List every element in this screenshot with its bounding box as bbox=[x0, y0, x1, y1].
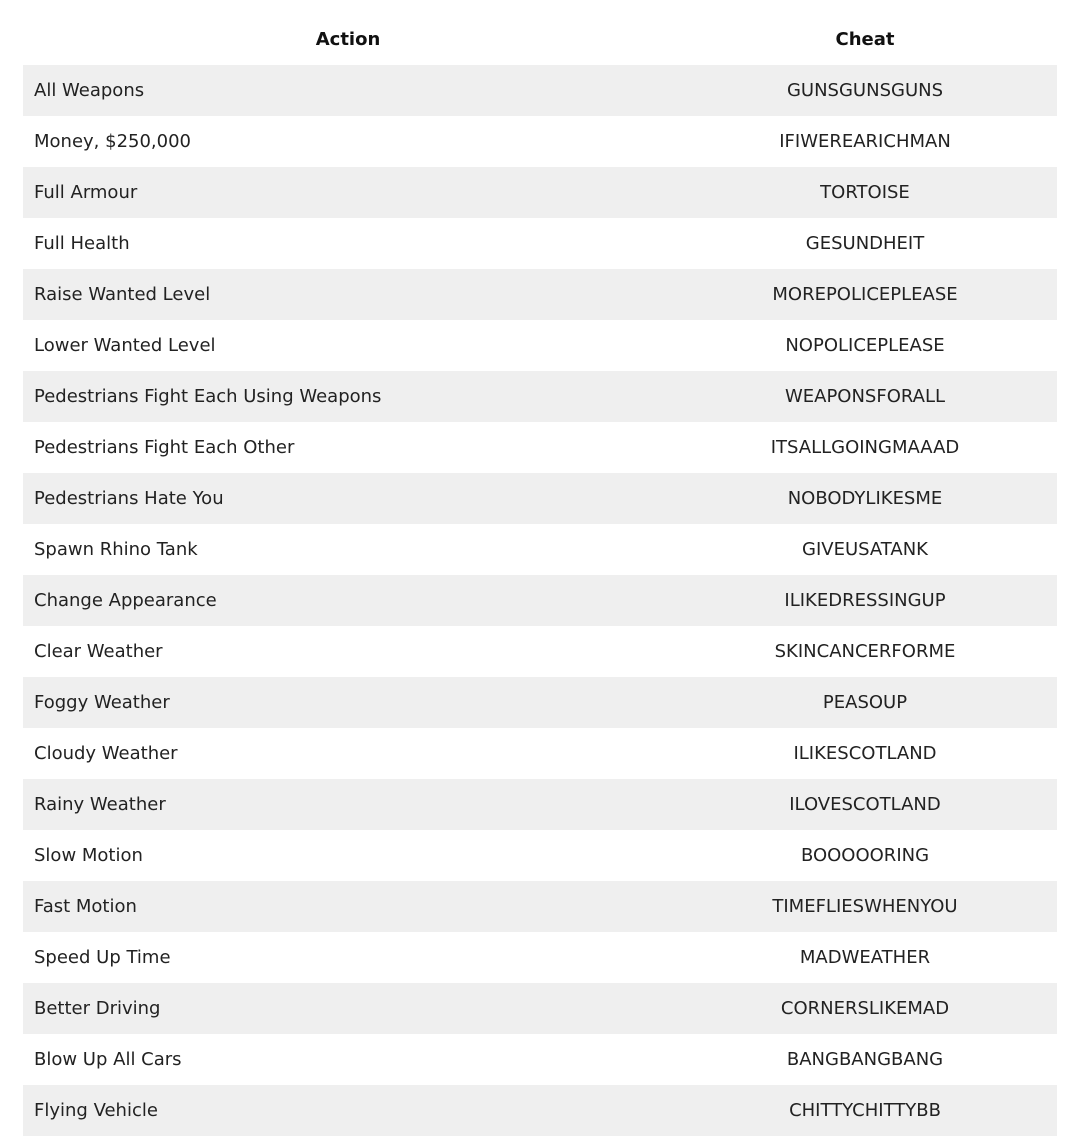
table-row bbox=[23, 830, 1057, 881]
action-cell: Pedestrians Fight Each Other bbox=[23, 422, 673, 473]
header-action: Action bbox=[23, 14, 673, 65]
table-row bbox=[23, 575, 1057, 626]
action-cell: Flying Vehicle bbox=[23, 1085, 673, 1136]
action-cell: All Weapons bbox=[23, 65, 673, 116]
action-cell: Speed Up Time bbox=[23, 932, 673, 983]
header-row bbox=[23, 14, 1057, 65]
action-cell: Full Armour bbox=[23, 167, 673, 218]
table-row bbox=[23, 932, 1057, 983]
cheat-cell: GESUNDHEIT bbox=[673, 218, 1057, 269]
table-row bbox=[23, 881, 1057, 932]
table-row bbox=[23, 728, 1057, 779]
action-cell: Foggy Weather bbox=[23, 677, 673, 728]
table-row bbox=[23, 269, 1057, 320]
table-row bbox=[23, 779, 1057, 830]
cheats-table-container bbox=[23, 14, 1057, 1136]
table-row bbox=[23, 983, 1057, 1034]
action-cell: Money, $250,000 bbox=[23, 116, 673, 167]
action-cell: Blow Up All Cars bbox=[23, 1034, 673, 1085]
action-cell: Cloudy Weather bbox=[23, 728, 673, 779]
table-row bbox=[23, 1085, 1057, 1136]
cheat-cell: TIMEFLIESWHENYOU bbox=[673, 881, 1057, 932]
action-cell: Rainy Weather bbox=[23, 779, 673, 830]
table-row bbox=[23, 422, 1057, 473]
table-header bbox=[23, 14, 1057, 65]
cheat-cell: IFIWEREARICHMAN bbox=[673, 116, 1057, 167]
action-cell: Fast Motion bbox=[23, 881, 673, 932]
table-body bbox=[23, 65, 1057, 1136]
cheat-cell: ILIKESCOTLAND bbox=[673, 728, 1057, 779]
action-cell: Clear Weather bbox=[23, 626, 673, 677]
table-row bbox=[23, 116, 1057, 167]
header-cheat: Cheat bbox=[673, 14, 1057, 65]
action-cell: Slow Motion bbox=[23, 830, 673, 881]
action-cell: Lower Wanted Level bbox=[23, 320, 673, 371]
action-cell: Spawn Rhino Tank bbox=[23, 524, 673, 575]
table-row bbox=[23, 371, 1057, 422]
cheat-cell: ITSALLGOINGMAAAD bbox=[673, 422, 1057, 473]
cheat-cell: CORNERSLIKEMAD bbox=[673, 983, 1057, 1034]
cheat-cell: ILIKEDRESSINGUP bbox=[673, 575, 1057, 626]
action-cell: Better Driving bbox=[23, 983, 673, 1034]
table-row bbox=[23, 473, 1057, 524]
table-row bbox=[23, 65, 1057, 116]
action-cell: Full Health bbox=[23, 218, 673, 269]
cheat-cell: GUNSGUNSGUNS bbox=[673, 65, 1057, 116]
cheat-cell: BANGBANGBANG bbox=[673, 1034, 1057, 1085]
cheat-cell: ILOVESCOTLAND bbox=[673, 779, 1057, 830]
cheat-cell: NOPOLICEPLEASE bbox=[673, 320, 1057, 371]
cheat-cell: GIVEUSATANK bbox=[673, 524, 1057, 575]
cheat-cell: MOREPOLICEPLEASE bbox=[673, 269, 1057, 320]
cheat-cell: MADWEATHER bbox=[673, 932, 1057, 983]
cheat-cell: BOOOOORING bbox=[673, 830, 1057, 881]
table-row bbox=[23, 626, 1057, 677]
cheat-cell: TORTOISE bbox=[673, 167, 1057, 218]
table-row bbox=[23, 218, 1057, 269]
table-row bbox=[23, 524, 1057, 575]
action-cell: Pedestrians Fight Each Using Weapons bbox=[23, 371, 673, 422]
table-row bbox=[23, 167, 1057, 218]
action-cell: Pedestrians Hate You bbox=[23, 473, 673, 524]
table-row bbox=[23, 320, 1057, 371]
cheat-cell: PEASOUP bbox=[673, 677, 1057, 728]
table-row bbox=[23, 677, 1057, 728]
cheat-cell: CHITTYCHITTYBB bbox=[673, 1085, 1057, 1136]
cheats-table bbox=[23, 14, 1057, 1136]
table-row bbox=[23, 1034, 1057, 1085]
cheat-cell: WEAPONSFORALL bbox=[673, 371, 1057, 422]
action-cell: Change Appearance bbox=[23, 575, 673, 626]
action-cell: Raise Wanted Level bbox=[23, 269, 673, 320]
cheat-cell: SKINCANCERFORME bbox=[673, 626, 1057, 677]
cheat-cell: NOBODYLIKESME bbox=[673, 473, 1057, 524]
